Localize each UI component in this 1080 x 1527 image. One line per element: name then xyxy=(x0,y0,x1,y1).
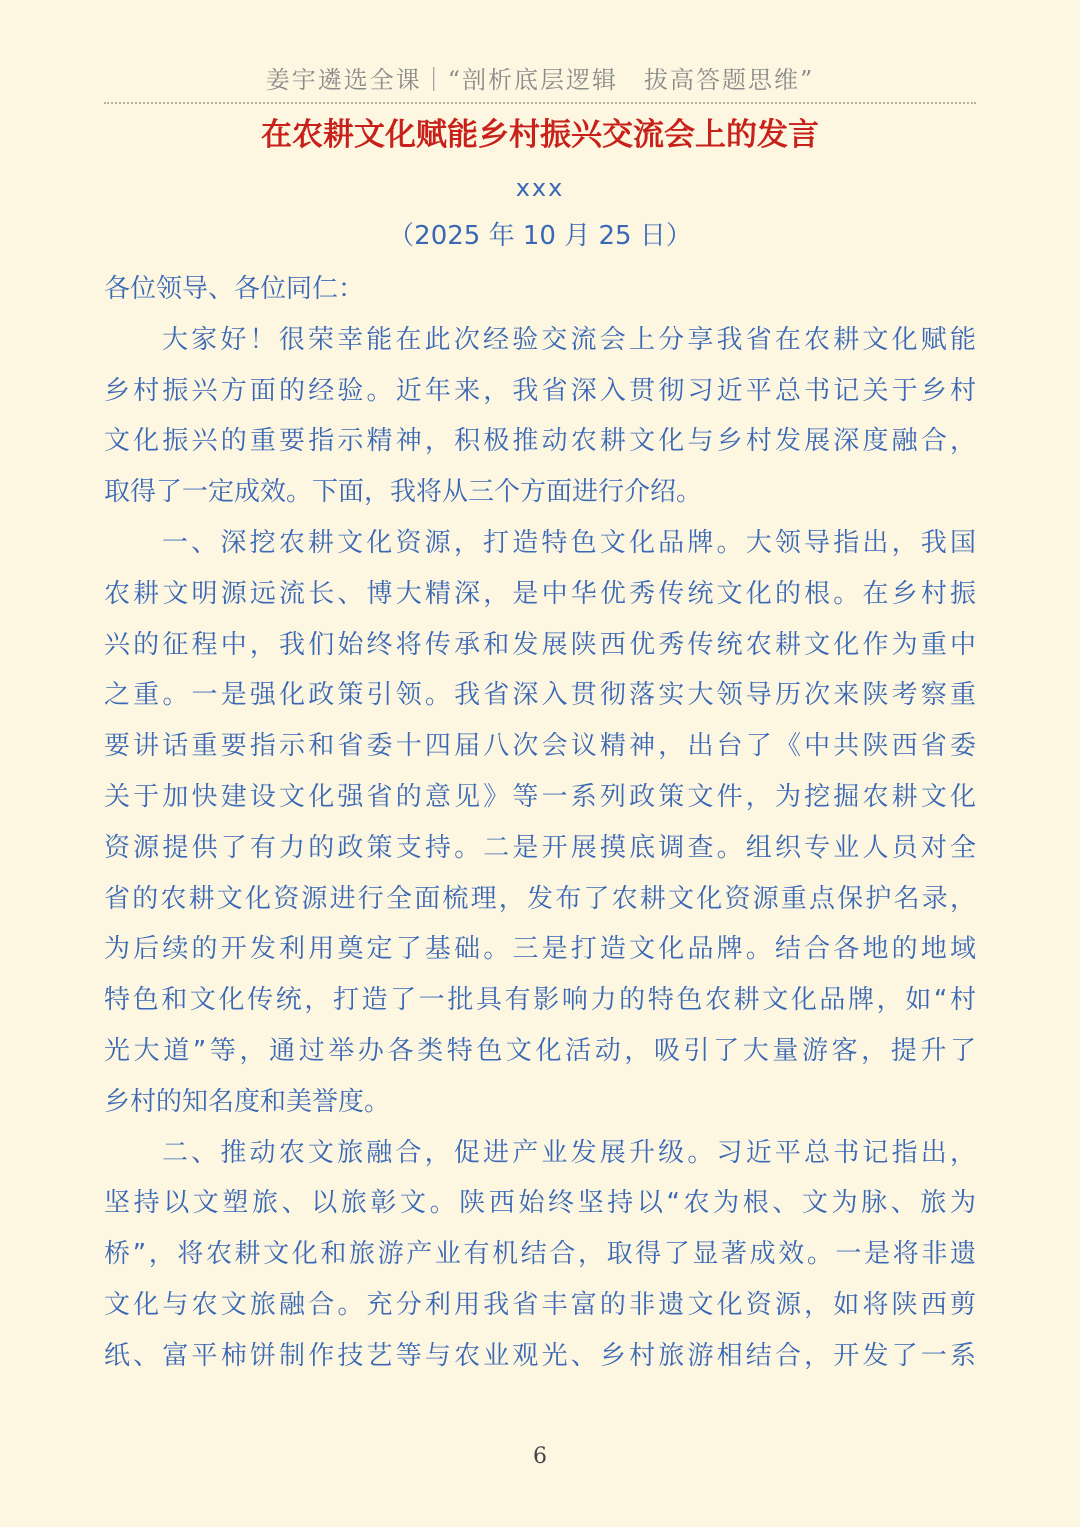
body-line: 一、深挖农耕文化资源，打造特色文化品牌。大领导指出，我国 xyxy=(162,527,976,558)
body-line: 为后续的开发利用奠定了基础。三是打造文化品牌。结合各地的地域 xyxy=(104,934,976,965)
body-line: 关于加快建设文化强省的意见》等一系列政策文件，为挖掘农耕文化 xyxy=(104,781,976,812)
body-line: 特色和文化传统，打造了一批具有影响力的特色农耕文化品牌，如“村 xyxy=(104,985,976,1016)
document-title: 在农耕文化赋能乡村振兴交流会上的发言 xyxy=(261,117,819,153)
document-date: （2025 年 10 月 25 日） xyxy=(388,221,692,251)
body-line: 要讲话重要指示和省委十四届八次会议精神，出台了《中共陕西省委 xyxy=(104,731,976,762)
body-line: 乡村的知名度和美誉度。 xyxy=(104,1086,391,1117)
body-line: 光大道”等，通过举办各类特色文化活动，吸引了大量游客，提升了 xyxy=(104,1035,976,1066)
body-line: 农耕文明源远流长、博大精深，是中华优秀传统文化的根。在乡村振 xyxy=(104,578,976,609)
header-dotted-rule xyxy=(104,102,976,104)
body-line: 兴的征程中，我们始终将传承和发展陕西优秀传统农耕文化作为重中 xyxy=(104,629,976,660)
body-line: 乡村振兴方面的经验。近年来，我省深入贯彻习近平总书记关于乡村 xyxy=(104,375,976,406)
body-line: 纸、富平柿饼制作技艺等与农业观光、乡村旅游相结合，开发了一系 xyxy=(104,1340,976,1371)
body-line: 文化振兴的重要指示精神，积极推动农耕文化与乡村发展深度融合， xyxy=(104,426,976,457)
body-line: 文化与农文旅融合。充分利用我省丰富的非遗文化资源，如将陕西剪 xyxy=(104,1289,976,1320)
body-line: 之重。一是强化政策引领。我省深入贯彻落实大领导历次来陕考察重 xyxy=(104,680,976,711)
body-line: 坚持以文塑旅、以旅彰文。陕西始终坚持以“农为根、文为脉、旅为 xyxy=(104,1188,976,1219)
body-line: 资源提供了有力的政策支持。二是开展摸底调查。组织专业人员对全 xyxy=(104,832,976,863)
body-line: 桥”，将农耕文化和旅游产业有机结合，取得了显著成效。一是将非遗 xyxy=(104,1239,976,1270)
body-line: 取得了一定成效。下面，我将从三个方面进行介绍。 xyxy=(104,477,703,508)
document-author: xxx xyxy=(515,174,565,202)
body-line: 二、推动农文旅融合，促进产业发展升级。习近平总书记指出， xyxy=(162,1137,976,1168)
document-body xyxy=(104,264,976,1382)
running-header: 姜宇遴选全课｜“剖析底层逻辑 拔高答题思维” xyxy=(265,66,815,94)
body-line: 大家好！很荣幸能在此次经验交流会上分享我省在农耕文化赋能 xyxy=(162,324,976,355)
page-number: 6 xyxy=(533,1444,547,1469)
salutation: 各位领导、各位同仁： xyxy=(104,274,365,304)
body-line: 省的农耕文化资源进行全面梳理，发布了农耕文化资源重点保护名录， xyxy=(104,883,976,914)
